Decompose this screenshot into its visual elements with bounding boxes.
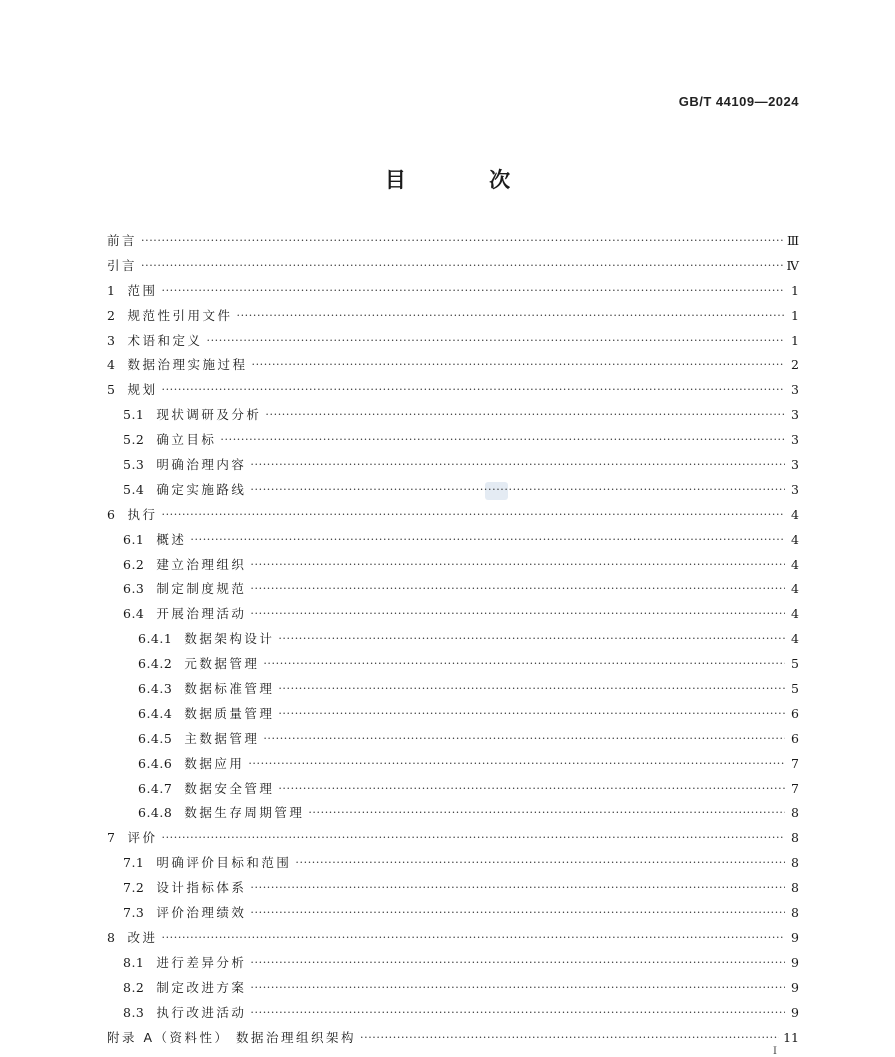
toc-entry[interactable] — [107, 428, 799, 453]
toc-entry-page: 5 — [791, 681, 799, 697]
dot-leader — [161, 378, 785, 403]
dot-leader — [251, 353, 785, 378]
toc-entry-number: 6.4.1 — [138, 631, 173, 647]
toc-entry-page: 9 — [791, 979, 799, 995]
toc-entry[interactable] — [107, 553, 799, 578]
dot-leader — [250, 976, 785, 1001]
toc-entry-label: 术语和定义 — [127, 332, 203, 348]
dot-leader — [161, 503, 785, 528]
dot-leader — [206, 329, 785, 354]
toc-entry-page: 3 — [791, 382, 799, 398]
toc-entry[interactable] — [107, 677, 799, 702]
toc-entry-label: 规划 — [127, 382, 158, 398]
dot-leader — [250, 453, 785, 478]
toc-entry-label: 数据标准管理 — [184, 681, 275, 697]
toc-entry-number: 8.1 — [123, 954, 145, 970]
toc-entry-page: 4 — [791, 606, 799, 622]
toc-entry-number: 5.4 — [123, 481, 145, 497]
toc-entry-page: Ⅳ — [786, 257, 799, 273]
toc-entry-number: 6.2 — [123, 556, 145, 572]
toc-entry-page: 7 — [791, 755, 799, 771]
toc-entry-label: 评价治理绩效 — [156, 905, 247, 921]
toc-entry[interactable] — [107, 602, 799, 627]
toc-entry[interactable] — [107, 577, 799, 602]
toc-entry-label: 设计指标体系 — [156, 880, 247, 896]
toc-entry[interactable] — [107, 453, 799, 478]
toc-entry-number: 6.3 — [123, 581, 145, 597]
toc-entry[interactable] — [107, 304, 799, 329]
toc-entry-page: 1 — [791, 307, 799, 323]
toc-entry-number: 6.4.3 — [138, 681, 173, 697]
toc-entry-page: Ⅲ — [786, 233, 799, 248]
toc-entry[interactable] — [107, 503, 799, 528]
toc-entry[interactable] — [107, 329, 799, 354]
dot-leader — [278, 677, 785, 702]
toc-entry[interactable] — [107, 801, 799, 826]
toc-entry-page: 8 — [791, 880, 799, 896]
toc-entry[interactable] — [107, 353, 799, 378]
toc-entry-label: 执行改进活动 — [156, 1004, 247, 1020]
toc-entry-page: 8 — [791, 805, 799, 821]
toc-entry-page: 4 — [791, 631, 799, 647]
toc-entry-number: 5.2 — [123, 432, 145, 448]
toc-title: 目 次 — [384, 168, 549, 192]
toc-entry-number: 6.4.6 — [138, 755, 173, 771]
toc-entry[interactable] — [107, 378, 799, 403]
dot-leader — [161, 926, 785, 951]
toc-entry-label: 概述 — [156, 531, 187, 547]
dot-leader — [248, 752, 785, 777]
toc-entry[interactable] — [107, 851, 799, 876]
dot-leader — [236, 304, 785, 329]
toc-entry-label: 明确评价目标和范围 — [156, 855, 292, 871]
toc-entry-label: 数据生存周期管理 — [184, 805, 305, 821]
toc-entry-page: 3 — [791, 457, 799, 473]
dot-leader — [250, 553, 785, 578]
toc-entry-page: 4 — [791, 506, 799, 522]
toc-entry-label: 数据架构设计 — [184, 631, 275, 647]
toc-entry-number: 1 — [107, 282, 116, 298]
toc-entry[interactable] — [107, 254, 799, 279]
toc-entry-number: 5.3 — [123, 457, 145, 473]
dot-leader — [161, 826, 785, 851]
toc-entry-page: 6 — [791, 705, 799, 721]
toc-entry[interactable] — [107, 826, 799, 851]
toc-entry[interactable] — [107, 901, 799, 926]
dot-leader — [263, 652, 785, 677]
toc-entry-number: 7.1 — [123, 855, 145, 871]
toc-entry[interactable] — [107, 1026, 799, 1051]
toc-entry-page: 7 — [791, 780, 799, 796]
toc-entry-number: 6.4.8 — [138, 805, 173, 821]
toc-entry-label: 建立治理组织 — [156, 556, 247, 572]
dot-leader — [141, 254, 782, 279]
toc-entry-page: 9 — [791, 929, 799, 945]
toc-entry-number: 7.2 — [123, 880, 145, 896]
toc-entry-label: 引言 — [107, 257, 138, 273]
toc-entry-number: 6.4.5 — [138, 730, 173, 746]
dot-leader — [161, 279, 785, 304]
toc-entry-label: 前言 — [107, 233, 138, 248]
toc-entry-page: 8 — [791, 855, 799, 871]
dot-leader — [360, 1026, 779, 1051]
toc-entry-label: 现状调研及分析 — [156, 407, 262, 423]
dot-leader — [250, 876, 785, 901]
dot-leader — [308, 801, 785, 826]
toc-entry-number: 3 — [107, 332, 116, 348]
dot-leader — [263, 727, 785, 752]
toc-entry[interactable] — [107, 478, 799, 503]
dot-leader — [250, 901, 785, 926]
toc-entry-number: 2 — [107, 307, 116, 323]
toc-entry[interactable] — [107, 926, 799, 951]
toc-entry[interactable] — [107, 279, 799, 304]
standard-code: GB/T 44109—2024 — [678, 94, 799, 109]
toc-entry-number: 8.2 — [123, 979, 145, 995]
toc-entry[interactable] — [107, 727, 799, 752]
toc-entry[interactable] — [107, 403, 799, 428]
toc-entry-number: 8.3 — [123, 1004, 145, 1020]
dot-leader — [141, 229, 783, 254]
toc-entry-number: 6.4.7 — [138, 780, 173, 796]
dot-leader — [278, 777, 785, 802]
toc-entry-number: 6 — [107, 506, 116, 522]
toc-entry-page: 2 — [791, 357, 799, 373]
toc-entry-page: 4 — [791, 581, 799, 597]
toc-entry-page: 4 — [791, 531, 799, 547]
dot-leader — [250, 602, 785, 627]
toc-entry-label: 数据治理实施过程 — [127, 357, 248, 373]
toc-entry-number: 5.1 — [123, 407, 145, 423]
toc-entry[interactable] — [107, 752, 799, 777]
toc-entry-page: 1 — [791, 332, 799, 348]
toc-entry-page: 3 — [791, 481, 799, 497]
toc-entry-label: 开展治理活动 — [156, 606, 247, 622]
toc-entry-number: 6.4.4 — [138, 705, 173, 721]
toc-entry-number: 4 — [107, 357, 116, 373]
toc-entry-number: 8 — [107, 929, 116, 945]
toc-entry-label: 规范性引用文件 — [127, 307, 233, 323]
toc-entry[interactable] — [107, 652, 799, 677]
toc-entry-page: 6 — [791, 730, 799, 746]
toc-entry-label: 评价 — [127, 830, 158, 846]
toc-entry-page: 8 — [791, 830, 799, 846]
toc-entry-label: 制定制度规范 — [156, 581, 247, 597]
toc-entry-number: 6.4 — [123, 606, 145, 622]
toc-entry-page: 3 — [791, 432, 799, 448]
toc-entry-page: 5 — [791, 656, 799, 672]
dot-leader — [278, 702, 785, 727]
toc-entry-label: 主数据管理 — [184, 730, 260, 746]
toc-entry-label: 改进 — [127, 929, 158, 945]
toc-entry-label: 进行差异分析 — [156, 954, 247, 970]
toc-entry-label: 确定实施路线 — [156, 481, 247, 497]
toc-entry-label: 制定改进方案 — [156, 979, 247, 995]
dot-leader — [250, 577, 785, 602]
toc-entry[interactable] — [107, 229, 799, 254]
dot-leader — [220, 428, 785, 453]
page-number-mark: I — [773, 1046, 777, 1057]
dot-leader — [250, 1001, 785, 1026]
toc-entry[interactable] — [107, 528, 799, 553]
toc-entry[interactable] — [107, 1001, 799, 1026]
toc-entry-label: 附录 A（资料性） 数据治理组织架构 — [107, 1029, 356, 1045]
toc-entry-label: 确立目标 — [156, 432, 217, 448]
dot-leader — [190, 528, 785, 553]
toc-entry[interactable] — [107, 976, 799, 1001]
dot-leader — [250, 951, 785, 976]
toc-entry-number: 5 — [107, 382, 116, 398]
toc-entry-number: 6.4.2 — [138, 656, 173, 672]
toc-entry-label: 明确治理内容 — [156, 457, 247, 473]
toc-entry[interactable] — [107, 777, 799, 802]
toc-entry-page: 4 — [791, 556, 799, 572]
toc-entry-label: 范围 — [127, 282, 158, 298]
dot-leader — [278, 627, 785, 652]
table-of-contents — [107, 229, 799, 1050]
toc-entry-label: 数据应用 — [184, 755, 245, 771]
dot-leader — [265, 403, 785, 428]
toc-entry-page: 9 — [791, 1004, 799, 1020]
toc-entry-page: 11 — [783, 1029, 799, 1045]
dot-leader — [250, 478, 785, 503]
toc-entry-label: 数据质量管理 — [184, 705, 275, 721]
toc-entry-number: 7.3 — [123, 905, 145, 921]
toc-entry-page: 9 — [791, 954, 799, 970]
toc-entry-number: 7 — [107, 830, 116, 846]
toc-entry-page: 1 — [791, 282, 799, 298]
toc-entry-label: 数据安全管理 — [184, 780, 275, 796]
toc-entry[interactable] — [107, 876, 799, 901]
toc-entry[interactable] — [107, 702, 799, 727]
toc-entry-label: 执行 — [127, 506, 158, 522]
toc-entry-page: 8 — [791, 905, 799, 921]
toc-entry-label: 元数据管理 — [184, 656, 260, 672]
dot-leader — [295, 851, 785, 876]
toc-entry-page: 3 — [791, 407, 799, 423]
toc-entry-number: 6.1 — [123, 531, 145, 547]
toc-entry[interactable] — [107, 627, 799, 652]
toc-entry[interactable] — [107, 951, 799, 976]
